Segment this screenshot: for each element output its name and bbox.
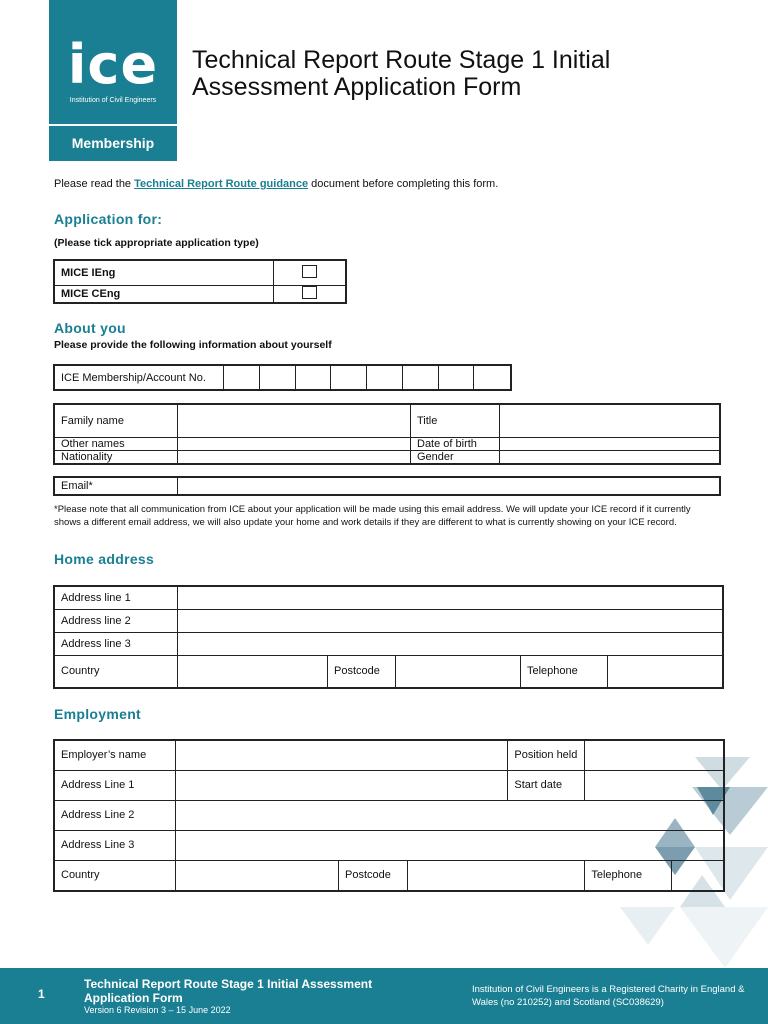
- home-line1-field[interactable]: [178, 586, 724, 609]
- membership-digit[interactable]: [402, 365, 438, 390]
- gender-label: Gender: [411, 451, 500, 465]
- email-table: [53, 476, 721, 496]
- emp-line1-label: Address Line 1: [54, 770, 176, 800]
- about-instruction: Please provide the following information about yourself: [54, 339, 332, 351]
- email-note: *Please note that all communication from ICE about your application will be made using this email address. We will update your ICE record if it currently shows a different email address, we will also update your home and work details if they are different to what is currently showing on your ICE record.: [54, 504, 691, 528]
- emp-line3-label: Address Line 3: [54, 830, 176, 860]
- other-names-label: Other names: [54, 438, 178, 451]
- emp-telephone-label: Telephone: [585, 860, 672, 891]
- home-line3-field[interactable]: [178, 632, 724, 655]
- home-postcode-field[interactable]: [396, 655, 521, 688]
- emp-line2-label: Address Line 2: [54, 800, 176, 830]
- employment-heading: Employment: [54, 706, 142, 722]
- intro-before: Please read the: [54, 178, 135, 190]
- membership-digit[interactable]: [295, 365, 331, 390]
- emp-line2-field[interactable]: [176, 800, 725, 830]
- footer-charity: Institution of Civil Engineers is a Registered Charity in England & Wales (no 210252) and Scotland (SC038629): [472, 984, 745, 1008]
- membership-number-table: [53, 364, 512, 391]
- intro-text: [54, 178, 498, 190]
- dob-label: Date of birth: [411, 438, 500, 451]
- emp-line3-field[interactable]: [176, 830, 725, 860]
- title-field[interactable]: [500, 404, 721, 438]
- membership-digit[interactable]: [474, 365, 511, 390]
- home-line1-label: Address line 1: [54, 586, 178, 609]
- page-number: 1: [38, 987, 45, 1001]
- home-telephone-field[interactable]: [608, 655, 724, 688]
- employer-label: Employer’s name: [54, 740, 176, 770]
- position-field[interactable]: [585, 740, 724, 770]
- ice-logo: [49, 0, 177, 124]
- membership-digit[interactable]: [224, 365, 260, 390]
- other-names-field[interactable]: [178, 438, 411, 451]
- email-field[interactable]: [178, 477, 721, 495]
- title-label: Title: [411, 404, 500, 438]
- home-address-table: [53, 585, 724, 689]
- application-type-table: [53, 259, 347, 304]
- emp-telephone-field[interactable]: [672, 860, 724, 891]
- logo-subtitle: Institution of Civil Engineers: [69, 97, 157, 104]
- email-label: Email*: [54, 477, 178, 495]
- start-date-field[interactable]: [585, 770, 724, 800]
- personal-details-table: [53, 403, 721, 465]
- home-line2-field[interactable]: [178, 609, 724, 632]
- guidance-link[interactable]: Technical Report Route guidance: [134, 178, 309, 190]
- option-ieng-checkbox[interactable]: [274, 260, 347, 286]
- home-country-label: Country: [54, 655, 178, 688]
- membership-digit[interactable]: [367, 365, 403, 390]
- option-ceng-checkbox[interactable]: [274, 286, 347, 304]
- footer-title: Technical Report Route Stage 1 Initial Assessment Application Form: [84, 977, 373, 1005]
- membership-band: Membership: [49, 126, 177, 161]
- footer-version: Version 6 Revision 3 – 15 June 2022: [84, 1005, 231, 1015]
- home-heading: Home address: [54, 551, 155, 567]
- logo-wordmark: ice: [67, 33, 159, 96]
- emp-postcode-field[interactable]: [408, 860, 585, 891]
- dob-field[interactable]: [500, 438, 721, 451]
- emp-postcode-label: Postcode: [339, 860, 408, 891]
- membership-label: ICE Membership/Account No.: [54, 365, 224, 390]
- family-name-field[interactable]: [178, 404, 411, 438]
- application-instruction: (Please tick appropriate application type): [54, 237, 259, 249]
- membership-digit[interactable]: [438, 365, 474, 390]
- employer-field[interactable]: [176, 740, 508, 770]
- membership-digit[interactable]: [331, 365, 367, 390]
- emp-country-field[interactable]: [176, 860, 339, 891]
- home-line2-label: Address line 2: [54, 609, 178, 632]
- gender-field[interactable]: [500, 451, 721, 465]
- start-date-label: Start date: [508, 770, 585, 800]
- position-label: Position held: [508, 740, 585, 770]
- home-telephone-label: Telephone: [521, 655, 608, 688]
- home-line3-label: Address line 3: [54, 632, 178, 655]
- application-heading: Application for:: [54, 211, 163, 227]
- nationality-label: Nationality: [54, 451, 178, 465]
- home-postcode-label: Postcode: [328, 655, 396, 688]
- page-title: Technical Report Route Stage 1 Initial Assessment Application Form: [192, 46, 611, 101]
- page-footer: [0, 968, 768, 1024]
- nationality-field[interactable]: [178, 451, 411, 465]
- membership-digit[interactable]: [259, 365, 295, 390]
- emp-country-label: Country: [54, 860, 176, 891]
- option-ieng-label: MICE IEng: [54, 260, 274, 286]
- intro-after: document before completing this form.: [308, 178, 499, 190]
- home-country-field[interactable]: [178, 655, 328, 688]
- about-heading: About you: [54, 320, 126, 336]
- option-ceng-label: MICE CEng: [54, 286, 274, 304]
- employment-table: [53, 739, 725, 892]
- family-name-label: Family name: [54, 404, 178, 438]
- emp-line1-field[interactable]: [176, 770, 508, 800]
